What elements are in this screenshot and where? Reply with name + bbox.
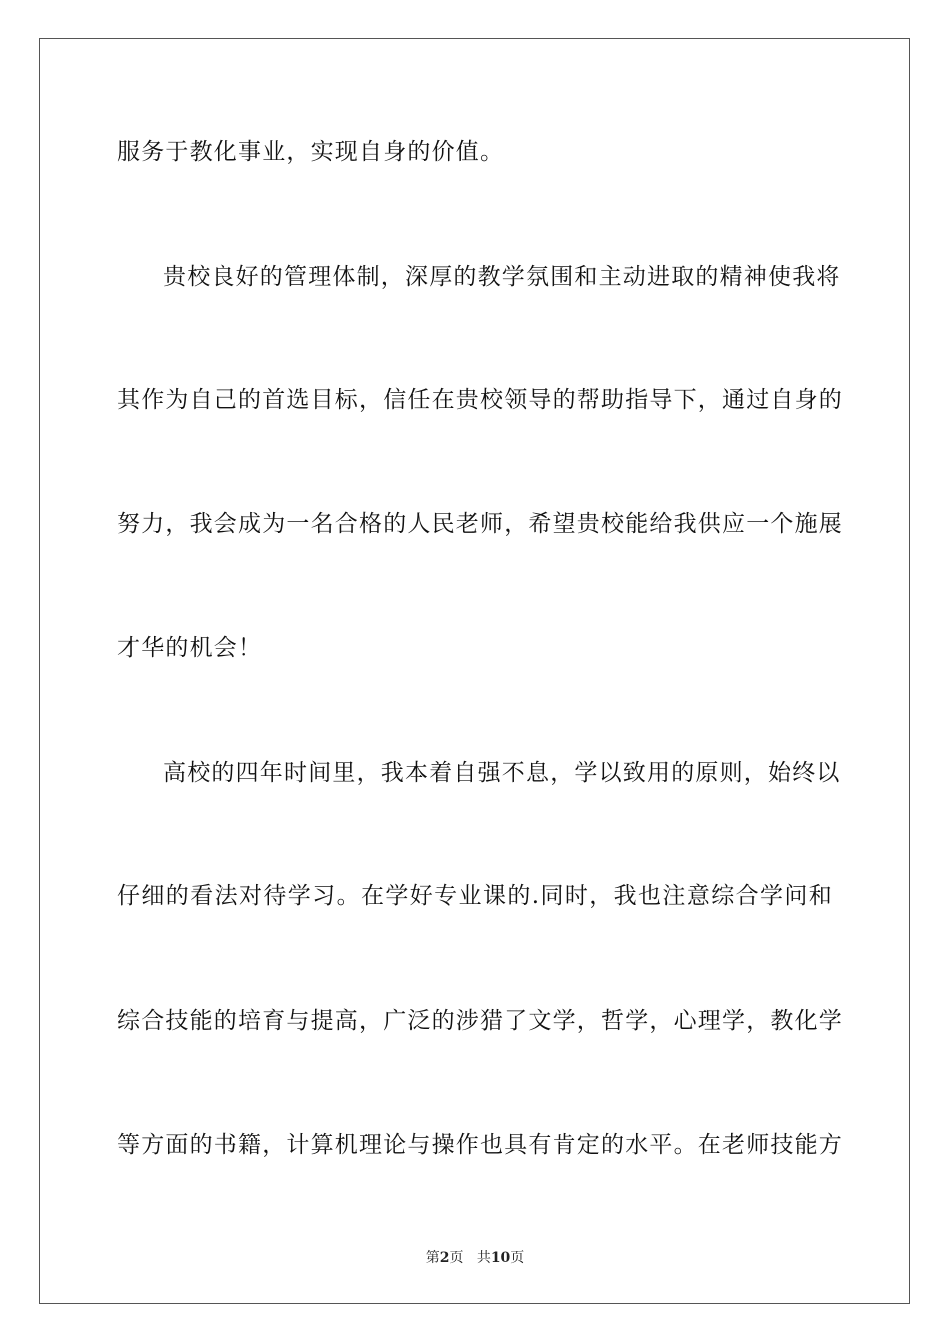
footer-page-number: 2: [439, 1250, 450, 1266]
footer-total-pages: 10: [490, 1250, 511, 1266]
page-footer: [0, 1248, 950, 1268]
page-border: [39, 38, 910, 1304]
footer-page-suffix: 页: [449, 1250, 464, 1266]
paragraph-line-3: 其作为自己的首选目标，信任在贵校领导的帮助指导下，通过自身的: [117, 387, 843, 413]
paragraph-line-6: 高校的四年时间里，我本着自强不息，学以致用的原则，始终以: [163, 760, 841, 786]
paragraph-line-9: 等方面的书籍，计算机理论与操作也具有肯定的水平。在老师技能方: [117, 1132, 843, 1158]
paragraph-line-4: 努力，我会成为一名合格的人民老师，希望贵校能给我供应一个施展: [117, 511, 843, 537]
paragraph-line-7: 仔细的看法对待学习。在学好专业课的.同时，我也注意综合学问和: [117, 883, 833, 909]
paragraph-line-5: 才华的机会！: [117, 635, 263, 661]
paragraph-line-8: 综合技能的培育与提高，广泛的涉猎了文学，哲学，心理学，教化学: [117, 1008, 843, 1034]
footer-page-prefix: 第: [425, 1250, 440, 1266]
paragraph-line-1: 服务于教化事业，实现自身的价值。: [117, 139, 505, 165]
paragraph-line-2: 贵校良好的管理体制，深厚的教学氛围和主动进取的精神使我将: [163, 264, 841, 290]
footer-total-prefix: 共: [476, 1250, 491, 1266]
footer-total-suffix: 页: [510, 1250, 525, 1266]
